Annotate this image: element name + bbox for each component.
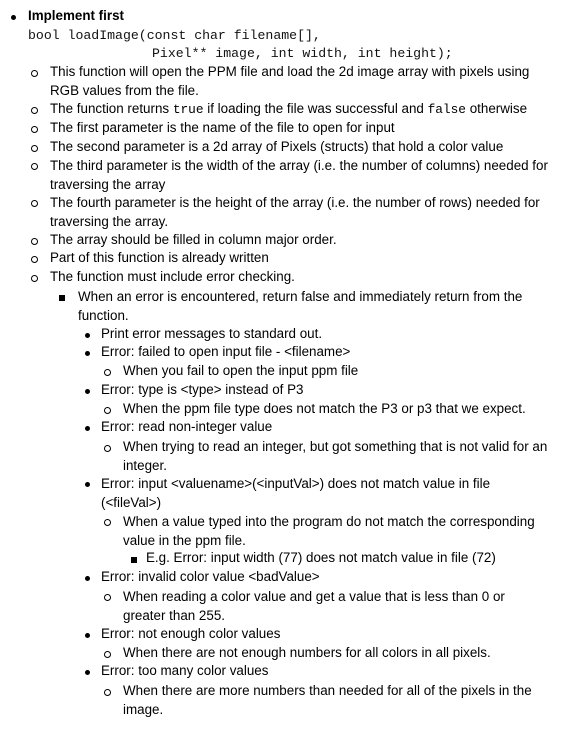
- bullet-disc-icon: [85, 426, 90, 431]
- bullet-disc-icon: [11, 15, 16, 20]
- error-item: Error: too many color values: [101, 663, 269, 678]
- bullet-disc-icon: [85, 389, 90, 394]
- list-item: The array should be filled in column major order.: [50, 232, 337, 247]
- bullet-circle-icon: [104, 594, 111, 601]
- bullet-circle-icon: [31, 70, 38, 77]
- bullet-circle-icon: [31, 275, 38, 282]
- bullet-circle-icon: [31, 256, 38, 263]
- bullet-circle-icon: [104, 689, 111, 696]
- bullet-circle-icon: [31, 145, 38, 152]
- bullet-circle-icon: [104, 519, 111, 526]
- bullet-disc-icon: [85, 482, 90, 487]
- bullet-disc-icon: [85, 633, 90, 638]
- code-false: false: [427, 102, 466, 117]
- bullet-disc-icon: [85, 670, 90, 675]
- error-item: Error: input <valuename>(<inputVal>) does not match value in file (<fileVal>): [101, 476, 491, 510]
- list-item: This function will open the PPM file and load the 2d image array with pixels using RGB values from the file.: [50, 64, 530, 98]
- list-item: Part of this function is already written: [50, 250, 269, 265]
- list-item: Print error messages to standard out.: [101, 326, 323, 341]
- bullet-circle-icon: [104, 651, 111, 658]
- error-item: Error: type is <type> instead of P3: [101, 382, 304, 397]
- bullet-square-icon: [59, 295, 65, 301]
- error-item: Error: failed to open input file - <filename>: [101, 344, 351, 359]
- list-item: When a value typed into the program do not match the corresponding value in the ppm file.: [123, 514, 535, 548]
- list-item: When there are more numbers than needed for all of the pixels in the image.: [123, 683, 532, 717]
- list-item: The third parameter is the width of the array (i.e. the number of columns) needed for traversing the array: [50, 158, 548, 192]
- bullet-disc-icon: [85, 333, 90, 338]
- list-item: The first parameter is the name of the file to open for input: [50, 120, 395, 135]
- list-item: When reading a color value and get a value that is less than 0 or greater than 255.: [123, 589, 505, 623]
- list-item: When trying to read an integer, but got something that is not valid for an integer.: [123, 439, 548, 473]
- error-item: Error: not enough color values: [101, 626, 281, 641]
- list-item: When there are not enough numbers for all colors in all pixels.: [123, 645, 491, 660]
- list-item: E.g. Error: input width (77) does not match value in file (72): [146, 550, 496, 565]
- bullet-circle-icon: [104, 445, 111, 452]
- bullet-disc-icon: [85, 576, 90, 581]
- section-heading: Implement first: [28, 8, 124, 23]
- bullet-square-icon: [131, 557, 137, 563]
- code-true: true: [172, 102, 204, 117]
- function-signature-line2: Pixel** image, int width, int height);: [152, 46, 453, 61]
- list-item: The function returns true if loading the file was successful and false otherwise: [50, 101, 528, 117]
- list-item: The second parameter is a 2d array of Pixels (structs) that hold a color value: [50, 139, 504, 154]
- error-item: Error: read non-integer value: [101, 419, 273, 434]
- bullet-circle-icon: [31, 200, 38, 207]
- bullet-circle-icon: [31, 238, 38, 245]
- bullet-circle-icon: [104, 407, 111, 414]
- list-item: The fourth parameter is the height of the array (i.e. the number of rows) needed for traversing the array.: [50, 195, 540, 229]
- bullet-circle-icon: [31, 126, 38, 133]
- error-item: Error: invalid color value <badValue>: [101, 569, 320, 584]
- bullet-circle-icon: [104, 369, 111, 376]
- list-item: The function must include error checking.: [50, 269, 295, 284]
- list-item: When the ppm file type does not match the P3 or p3 that we expect.: [123, 401, 526, 416]
- bullet-circle-icon: [31, 107, 38, 114]
- bullet-disc-icon: [85, 351, 90, 356]
- function-signature-line1: bool loadImage(const char filename[],: [28, 28, 321, 43]
- list-item: When you fail to open the input ppm file: [123, 363, 359, 378]
- bullet-circle-icon: [31, 163, 38, 170]
- list-item: When an error is encountered, return false and immediately return from the function.: [78, 289, 523, 323]
